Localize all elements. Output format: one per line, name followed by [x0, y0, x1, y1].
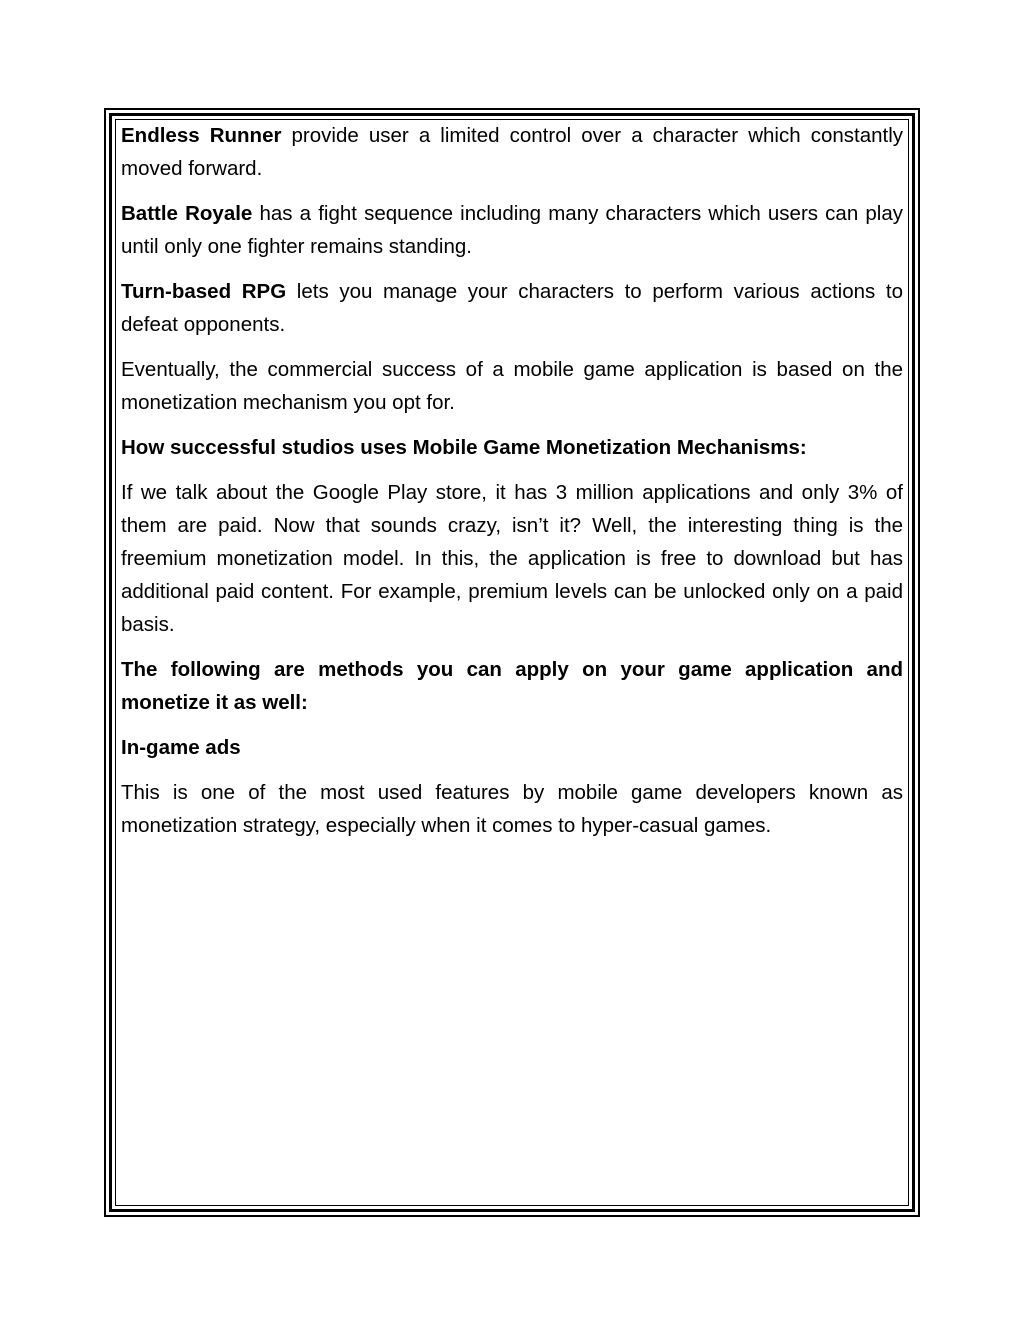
document-body	[121, 119, 903, 854]
heading-methods-text: The following are methods you can apply on your game application and monetize it as well:	[121, 658, 903, 714]
text-battle-royale: has a fight sequence including many characters which users can play until only one fighter remains standing.	[121, 202, 903, 258]
paragraph-google-play: If we talk about the Google Play store, it has 3 million applications and only 3% of them are paid. Now that sounds crazy, isn’t it? Well, the interesting thing is the freemium monetization model. In this, the application is free to download but has additional paid content. For example, premium levels can be unlocked only on a paid basis.	[121, 481, 903, 636]
term-battle-royale: Battle Royale	[121, 202, 253, 225]
text-endless-runner: provide user a limited control over a character which constantly moved forward.	[121, 124, 904, 180]
heading-studios	[121, 431, 903, 464]
paragraph-battle-royale	[121, 197, 903, 263]
heading-in-game-ads	[121, 731, 903, 764]
paragraph-in-game-ads: This is one of the most used features by mobile game developers known as monetization strategy, especially when it comes to hyper-casual games.	[121, 781, 903, 837]
paragraph-endless-runner	[121, 119, 903, 185]
heading-studios-text: How successful studios uses Mobile Game Monetization Mechanisms:	[121, 436, 807, 459]
paragraph-eventually: Eventually, the commercial success of a mobile game application is based on the monetization mechanism you opt for.	[121, 358, 903, 414]
term-turn-based-rpg: Turn-based RPG	[121, 280, 287, 303]
term-endless-runner: Endless Runner	[121, 124, 282, 147]
text-turn-based-rpg: lets you manage your characters to perform various actions to defeat opponents.	[121, 280, 904, 336]
heading-in-game-ads-text: In-game ads	[121, 736, 241, 759]
paragraph-turn-based-rpg	[121, 275, 903, 341]
heading-methods	[121, 653, 903, 719]
